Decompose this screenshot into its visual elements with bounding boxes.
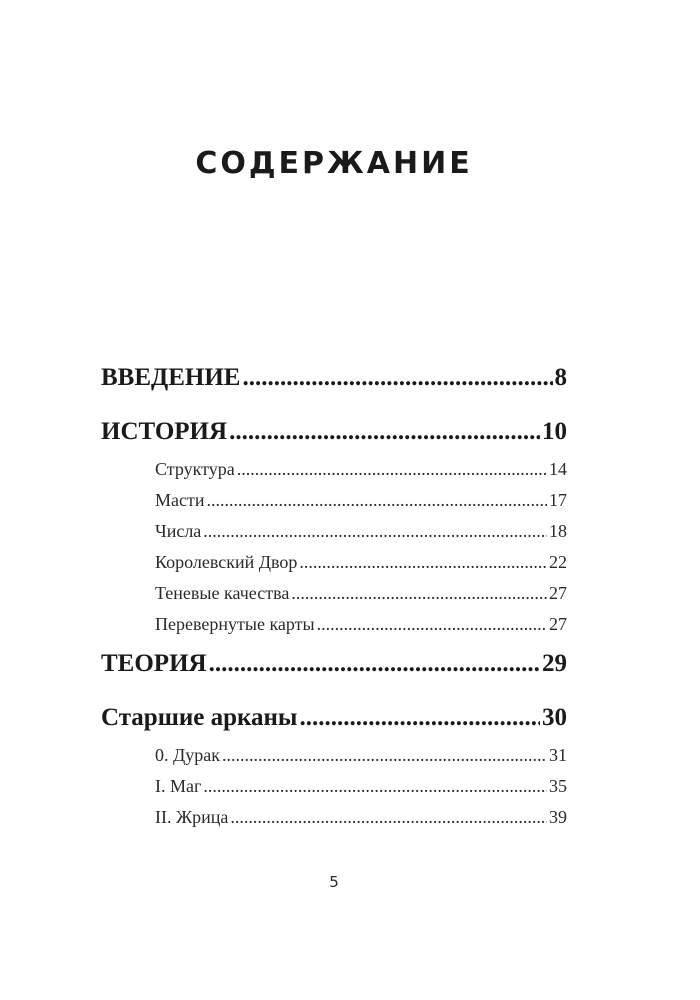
toc-entry-page: 30: [542, 704, 567, 731]
toc-subentry-structure[interactable]: [155, 454, 567, 485]
toc-entry-page: 29: [542, 650, 567, 677]
toc-subentry-label: Теневые качества: [155, 583, 290, 603]
toc-entry-history[interactable]: [101, 414, 567, 450]
toc-subentry-shadow-qualities[interactable]: [155, 578, 567, 609]
dot-leader: [237, 454, 547, 485]
dot-leader: [299, 700, 540, 736]
toc-entry-major-arcana[interactable]: [101, 700, 567, 736]
dot-leader: [203, 771, 547, 802]
toc-entry-label: ТЕОРИЯ: [101, 650, 207, 677]
toc-subentry-royal-court[interactable]: [155, 547, 567, 578]
dot-leader: [203, 516, 547, 547]
toc-subentry-label: Масти: [155, 490, 205, 510]
toc-subentry-label: 0. Дурак: [155, 745, 221, 765]
toc-subentry-label: Перевернутые карты: [155, 614, 315, 634]
toc-subentry-reversed-cards[interactable]: [155, 609, 567, 640]
toc-subentry-numbers[interactable]: [155, 516, 567, 547]
toc-subentry-page: 39: [549, 807, 567, 827]
dot-leader: [229, 414, 540, 450]
toc-entry-label: ИСТОРИЯ: [101, 418, 228, 445]
toc-entry-introduction[interactable]: [101, 360, 567, 396]
dot-leader: [230, 802, 547, 833]
dot-leader: [317, 609, 547, 640]
toc-subentry-page: 35: [549, 776, 567, 796]
dot-leader: [209, 646, 540, 682]
toc-subentry-label: Числа: [155, 521, 202, 541]
page-title: СОДЕРЖАНИЕ: [195, 146, 473, 181]
dot-leader: [299, 547, 547, 578]
toc-subentry-priestess[interactable]: [155, 802, 567, 833]
dot-leader: [242, 360, 552, 396]
dot-leader: [291, 578, 547, 609]
toc-subentry-page: 27: [549, 614, 567, 634]
page-number: 5: [329, 873, 339, 891]
toc-entry-page: 10: [542, 418, 567, 445]
dot-leader: [222, 740, 547, 771]
toc-entry-theory[interactable]: [101, 646, 567, 682]
toc-subentry-label: I. Маг: [155, 776, 202, 796]
toc-subentry-suits[interactable]: [155, 485, 567, 516]
toc-subentry-page: 22: [549, 552, 567, 572]
toc-subentry-page: 17: [549, 490, 567, 510]
toc-subentry-page: 14: [549, 459, 567, 479]
toc-subentry-magician[interactable]: [155, 771, 567, 802]
toc-subentry-label: II. Жрица: [155, 807, 229, 827]
toc-subentry-page: 18: [549, 521, 567, 541]
toc-entry-page: 8: [554, 364, 567, 391]
toc-subentry-page: 27: [549, 583, 567, 603]
dot-leader: [206, 485, 547, 516]
toc-subentry-label: Структура: [155, 459, 235, 479]
toc-entry-label: Старшие арканы: [101, 704, 298, 731]
table-of-contents: [101, 360, 567, 833]
toc-subentry-page: 31: [549, 745, 567, 765]
toc-subentry-fool[interactable]: [155, 740, 567, 771]
toc-subentry-label: Королевский Двор: [155, 552, 298, 572]
toc-entry-label: ВВЕДЕНИЕ: [101, 364, 241, 391]
